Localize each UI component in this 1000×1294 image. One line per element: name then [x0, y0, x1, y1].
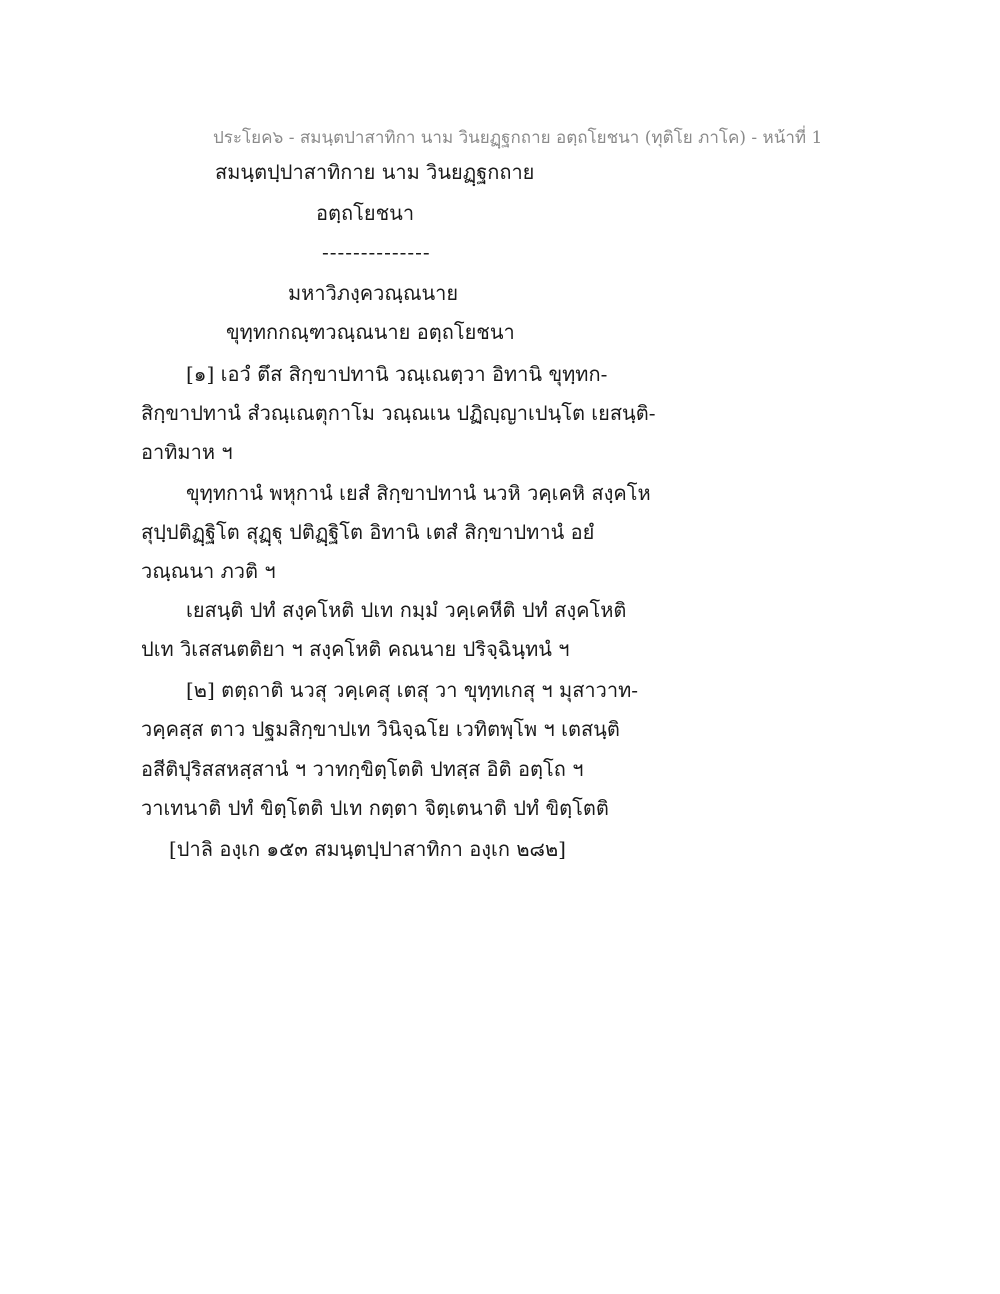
- page-header: ประโยค๖ - สมนฺตปาสาทิกา นาม วินยฏฺฐกถาย อตฺถโยชนา (ทุติโย ภาโค) - หน้าที่ 1: [213, 128, 823, 148]
- section-title: มหาวิภงฺควณฺณนาย: [288, 281, 459, 305]
- title-line-2: อตฺถโยชนา: [316, 201, 415, 225]
- paragraph-1-line-3: อาทิมาห ฯ: [141, 440, 233, 464]
- paragraph-3-line-1: เยสนฺติ ปทํ สงฺคโหติ ปเท กมฺมํ วคฺเคหีติ ปทํ สงฺคโหติ: [186, 598, 627, 622]
- paragraph-4-line-4: วาเทนาติ ปทํ ขิตฺโตติ ปเท กตฺตา จิตฺเตนาติ ปทํ ขิตฺโตติ: [141, 796, 609, 820]
- paragraph-3-line-2: ปเท วิเสสนตติยา ฯ สงฺคโหติ คณนาย ปริจฺฉินฺทนํ ฯ: [141, 637, 570, 661]
- paragraph-4-line-1: [๒] ตตฺถาติ นวสุ วคฺเคสุ เตสุ วา ขุทฺทเกสุ ฯ มุสาวาท-: [186, 678, 639, 702]
- paragraph-4-line-3: อสีติปุริสสหสฺสานํ ฯ วาทกฺขิตฺโตติ ปทสฺส อิติ อตฺโถ ฯ: [141, 757, 584, 781]
- page-reference-footer: [ปาลิ องฺเก ๑๕๓ สมนฺตปฺปาสาทิกา องฺเก ๒๘๒]: [169, 837, 566, 861]
- paragraph-2-line-1: ขุทฺทกานํ พหุกานํ เยสํ สิกฺขาปทานํ นวหิ วคฺเคหิ สงฺคโห: [186, 481, 651, 505]
- paragraph-4-line-2: วคฺคสฺส ตาว ปฐมสิกฺขาปเท วินิจฺฉโย เวทิตพฺโพ ฯ เตสนฺติ: [141, 717, 620, 741]
- title-divider: --------------: [322, 240, 431, 264]
- paragraph-1-line-1: [๑] เอวํ ตึส สิกฺขาปทานิ วณฺเณตฺวา อิทานิ ขุทฺทก-: [186, 362, 608, 386]
- paragraph-2-line-2: สุปฺปติฏฺฐิโต สุฏฺฐุ ปติฏฺฐิโต อิทานิ เตสํ สิกฺขาปทานํ อยํ: [141, 520, 595, 544]
- title-line-1: สมนฺตปฺปาสาทิกาย นาม วินยฏฺฐกถาย: [215, 160, 535, 184]
- paragraph-1-line-2: สิกฺขาปทานํ สํวณฺเณตุกาโม วณฺณเน ปฏิญฺญาเปนฺโต เยสนฺติ-: [141, 401, 656, 425]
- paragraph-2-line-3: วณฺณนา ภวติ ฯ: [141, 559, 276, 583]
- subsection-title: ขุทฺทกกณฺฑวณฺณนาย อตฺถโยชนา: [226, 320, 515, 344]
